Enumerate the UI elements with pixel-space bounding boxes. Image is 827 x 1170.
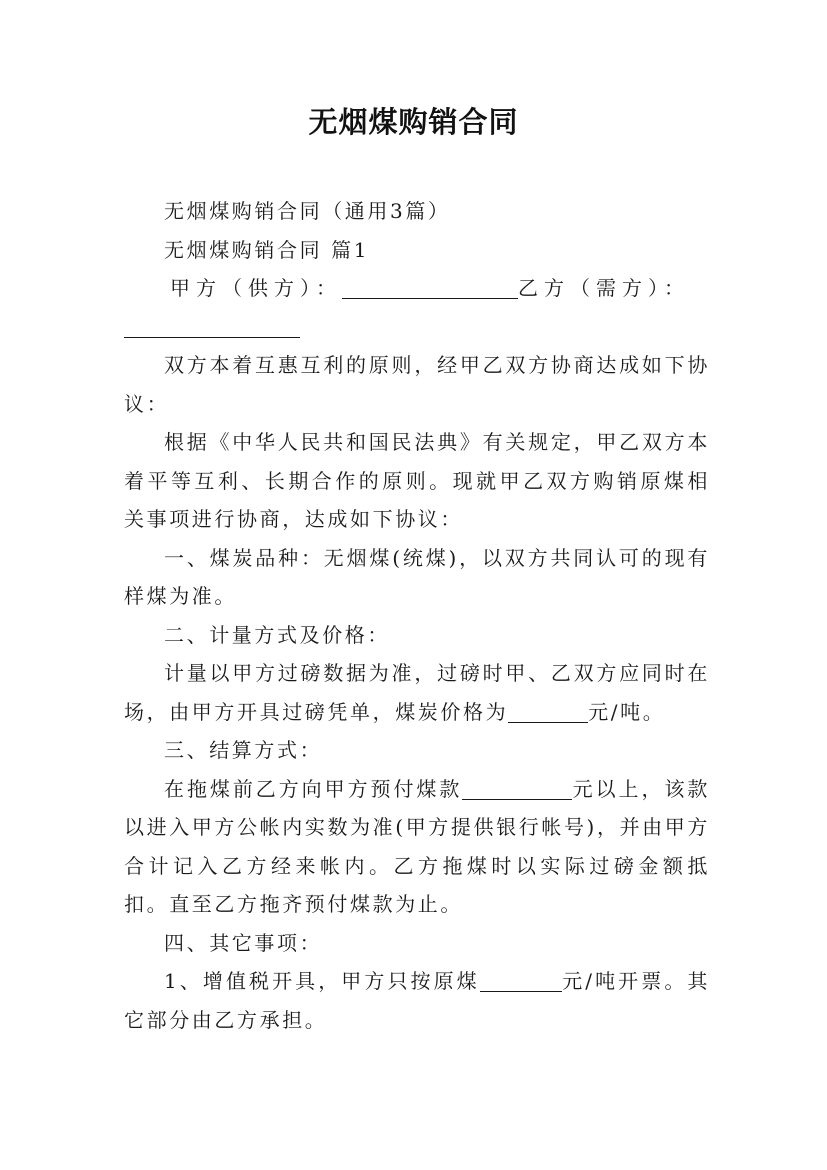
- document-subtitle: 无烟煤购销合同（通用3篇）: [164, 199, 451, 223]
- price-blank: [508, 700, 588, 723]
- prepayment-blank: [462, 777, 572, 800]
- vat-text-b: 元/吨开票。其它部分由乙方承担。: [124, 969, 710, 1032]
- settlement-text-b: 元以上，该款以进入甲方公帐内实数为准(甲方提供银行帐号)，并由甲方合计记入乙方经来帐内。乙方拖煤时以实际过磅金额抵扣。直至乙方拖齐预付煤款为止。: [124, 776, 710, 916]
- party-a-label: 甲方（供方）：: [170, 276, 342, 300]
- item-settlement-text: [124, 770, 710, 924]
- item-other-heading: 四、其它事项：: [164, 930, 323, 955]
- vat-text-a: 1、增值税开具，甲方只按原煤: [164, 969, 480, 993]
- parties-line: [124, 269, 710, 346]
- item-coal-type: 一、煤炭品种：无烟煤(统煤)，以双方共同认可的现有样煤为准。: [124, 545, 710, 608]
- party-b-blank: [124, 315, 300, 338]
- item-measurement-text: [124, 654, 710, 731]
- measurement-text-a: 计量以甲方过磅数据为准，过磅时甲、乙双方应同时在场，由甲方开具过磅凭单，煤炭价格为: [124, 661, 710, 724]
- measurement-text-b: 元/吨。: [588, 699, 666, 724]
- document-body: [124, 192, 710, 1039]
- settlement-text-a: 在拖煤前乙方向甲方预付煤款: [164, 776, 463, 801]
- section-heading: 无烟煤购销合同 篇1: [164, 237, 370, 262]
- item-other-vat: [124, 962, 710, 1039]
- party-a-blank: [342, 276, 518, 299]
- paragraph-basis: 根据《中华人民共和国民法典》有关规定，甲乙双方本着平等互利、长期合作的原则。现就甲乙双方购销原煤相关事项进行协商，达成如下协议：: [124, 430, 710, 531]
- paragraph-intro: 双方本着互惠互利的原则，经甲乙双方协商达成如下协议：: [124, 353, 710, 416]
- document-title: 无烟煤购销合同: [308, 105, 519, 139]
- item-measurement-heading: 二、计量方式及价格：: [164, 622, 390, 647]
- party-b-label: 乙方（需方）：: [518, 276, 690, 300]
- item-settlement-heading: 三、结算方式：: [164, 738, 323, 762]
- vat-price-blank: [480, 969, 562, 992]
